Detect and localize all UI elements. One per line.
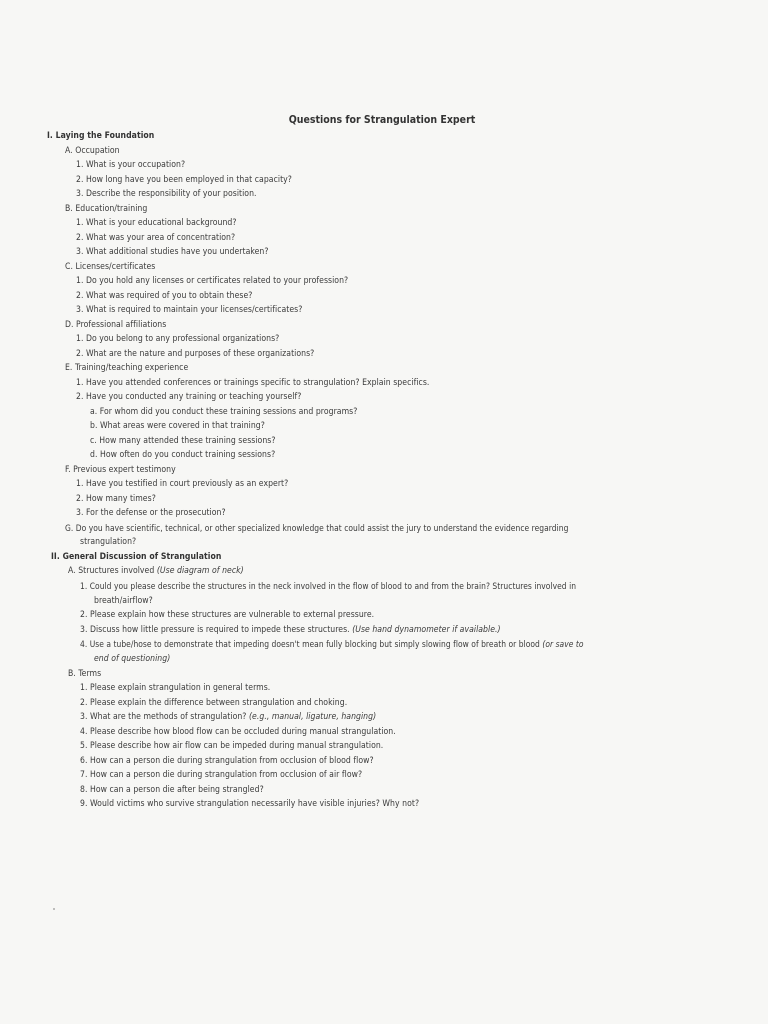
list-item-row	[80, 712, 376, 723]
section-heading: I. Laying the Foundation	[47, 131, 155, 141]
section-heading: II. General Discussion of Strangulation	[51, 552, 222, 562]
subsection-label: D. Professional affiliations	[65, 320, 167, 330]
list-item: 5. Please describe how air flow can be impeded during manual strangulation.	[80, 741, 384, 751]
subsection-label: F. Previous expert testimony	[65, 465, 176, 475]
subsection-label-row	[68, 566, 244, 577]
list-item: 2. How many times?	[76, 494, 156, 504]
list-item: 3. What are the methods of strangulation?	[80, 712, 247, 722]
list-subitem: c. How many attended these training sessions?	[90, 436, 276, 446]
list-item: 2. Please explain the difference between strangulation and choking.	[80, 698, 348, 708]
list-item: 8. How can a person die after being strangled?	[80, 785, 264, 795]
subsection-label: C. Licenses/certificates	[65, 262, 156, 272]
subsection-label: E. Training/teaching experience	[65, 363, 189, 373]
list-item-continued: breath/airflow?	[94, 596, 153, 606]
list-item-row	[80, 625, 501, 636]
list-item: 3. For the defense or the prosecution?	[76, 508, 226, 518]
list-item: 2. How long have you been employed in that capacity?	[76, 175, 292, 185]
subsection-label-continued: strangulation?	[80, 537, 137, 547]
list-item-note: (Use hand dynamometer if available.)	[352, 625, 501, 635]
list-item-note-continued: end of questioning)	[94, 654, 171, 664]
subsection-label: A. Occupation	[65, 146, 120, 156]
subsection-label: B. Education/training	[65, 204, 148, 214]
list-item: 4. Please describe how blood flow can be occluded during manual strangulation.	[80, 727, 396, 737]
list-item-row	[80, 639, 584, 650]
list-item: 2. What was your area of concentration?	[76, 233, 236, 243]
list-item: 1. What is your occupation?	[76, 160, 186, 170]
list-item: 6. How can a person die during strangulation from occlusion of blood flow?	[80, 756, 374, 766]
list-item: 3. Discuss how little pressure is required to impede these structures.	[80, 625, 350, 635]
list-item: 1. Do you hold any licenses or certificates related to your profession?	[76, 276, 349, 286]
subsection-label: G. Do you have scientific, technical, or other specialized knowledge that could assist the jury to understand the evidence regarding	[65, 523, 569, 533]
list-item: 3. What is required to maintain your licenses/certificates?	[76, 305, 303, 315]
scan-speck	[53, 908, 55, 910]
list-item: 4. Use a tube/hose to demonstrate that impeding doesn't mean fully blocking but simply slowing flow of breath or blood	[80, 639, 540, 649]
list-item-note: (e.g., manual, ligature, hanging)	[248, 712, 377, 722]
document-title: Questions for Strangulation Expert	[288, 114, 476, 126]
list-item: 2. What are the nature and purposes of these organizations?	[76, 349, 315, 359]
subsection-label: A. Structures involved	[68, 566, 155, 576]
list-subitem: d. How often do you conduct training sessions?	[90, 450, 276, 460]
subsection-label: B. Terms	[68, 669, 102, 679]
list-item: 1. Have you testified in court previously as an expert?	[76, 479, 289, 489]
list-item: 1. Have you attended conferences or trainings specific to strangulation? Explain specifics.	[76, 378, 430, 388]
subsection-note: (Use diagram of neck)	[156, 566, 244, 576]
list-item: 2. Please explain how these structures are vulnerable to external pressure.	[80, 610, 375, 620]
list-item: 1. What is your educational background?	[76, 218, 237, 228]
list-item: 2. What was required of you to obtain these?	[76, 291, 253, 301]
list-item: 2. Have you conducted any training or teaching yourself?	[76, 392, 302, 402]
list-item: 1. Do you belong to any professional organizations?	[76, 334, 280, 344]
list-item: 1. Could you please describe the structures in the neck involved in the flow of blood to and from the brain? Structures involved in	[80, 581, 577, 591]
list-item: 3. Describe the responsibility of your position.	[76, 189, 257, 199]
list-item: 3. What additional studies have you undertaken?	[76, 247, 269, 257]
list-subitem: b. What areas were covered in that training?	[90, 421, 265, 431]
list-item-note: (or save to	[542, 639, 584, 649]
list-subitem: a. For whom did you conduct these training sessions and programs?	[90, 407, 358, 417]
list-item: 9. Would victims who survive strangulation necessarily have visible injuries? Why not?	[80, 799, 420, 809]
list-item: 7. How can a person die during strangulation from occlusion of air flow?	[80, 770, 363, 780]
list-item: 1. Please explain strangulation in general terms.	[80, 683, 271, 693]
